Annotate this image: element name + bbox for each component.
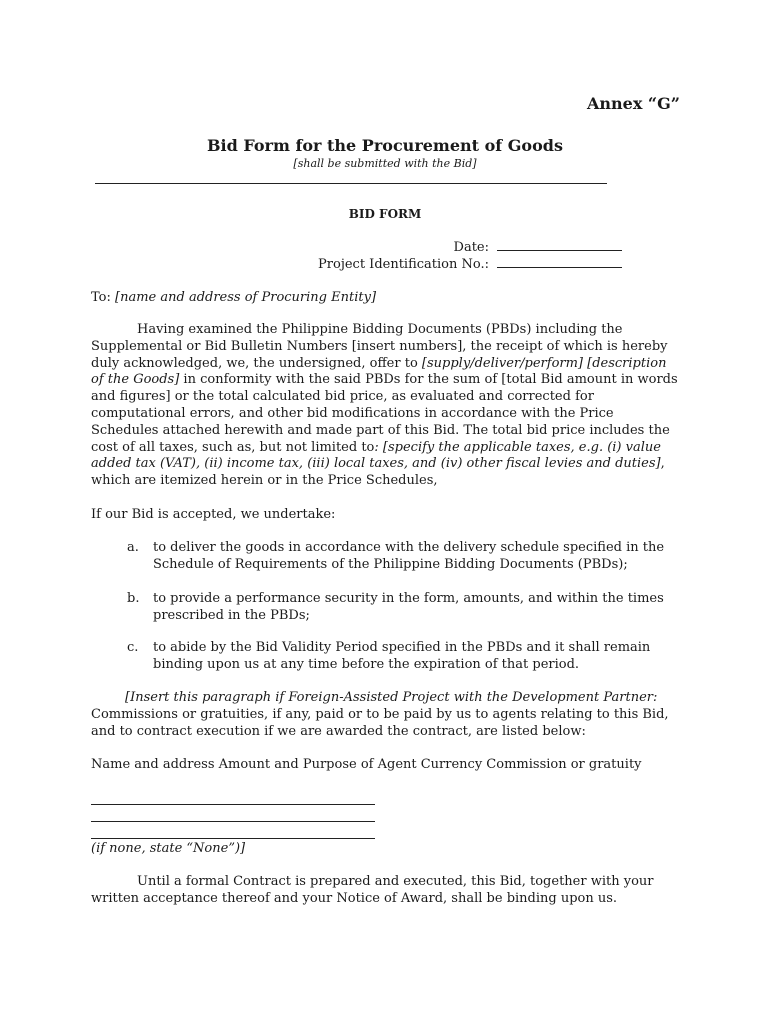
list-marker: b. bbox=[127, 591, 140, 606]
title-divider bbox=[95, 183, 607, 184]
list-item bbox=[127, 540, 683, 574]
list-text: to provide a performance security in the form, amounts, and within the times prescribed in the PBDs; bbox=[153, 591, 664, 623]
insert-paragraph bbox=[91, 690, 683, 740]
if-none-note: (if none, state “None”)] bbox=[91, 841, 246, 856]
list-marker: a. bbox=[127, 540, 139, 555]
insert-instruction: [Insert this paragraph if Foreign-Assisted Project with the Development Partner: bbox=[125, 690, 658, 705]
to-label: To: bbox=[91, 290, 111, 305]
undertake-text: If our Bid is accepted, we undertake: bbox=[91, 507, 336, 522]
list-marker: c. bbox=[127, 640, 139, 655]
offer-paragraph bbox=[91, 322, 683, 490]
document-subtitle: [shall be submitted with the Bid] bbox=[293, 157, 477, 170]
form-heading: BID FORM bbox=[348, 207, 422, 221]
annex-label: Annex “G” bbox=[586, 94, 680, 113]
list-item bbox=[127, 640, 683, 674]
agent-entry-line bbox=[91, 804, 375, 805]
document-title: Bid Form for the Procurement of Goods bbox=[207, 136, 563, 155]
list-text: to abide by the Bid Validity Period specified in the PBDs and it shall remain binding upon us at any time before the expiration of that period. bbox=[153, 640, 651, 672]
date-row bbox=[454, 239, 622, 255]
date-blank bbox=[497, 239, 622, 251]
offer-text-italic-1: [supply/deliver/perform] [description of the Goods] bbox=[91, 355, 667, 388]
addressee bbox=[91, 290, 683, 307]
to-value: [name and address of Procuring Entity] bbox=[115, 290, 377, 305]
closing-text: Until a formal Contract is prepared and executed, this Bid, together with your written acceptance thereof and your Notice of Award, shall be binding upon us. bbox=[91, 874, 654, 906]
closing-paragraph bbox=[91, 874, 683, 908]
list-item bbox=[127, 591, 683, 625]
insert-text: Commissions or gratuities, if any, paid or to be paid by us to agents relating to this Bid, and to contract execution if we are awarded the contract, are listed below: bbox=[91, 706, 669, 739]
agent-entry-line bbox=[91, 821, 375, 822]
offer-text-2: in conformity with the said PBDs for the sum of [total Bid amount in words and figures] or the total calculated bid price, as evaluated and corrected for computational errors, and other bid modifications in accordance with the Price Schedules attached herewith and made part of this Bid. The total bid price includes the cost of all taxes, such as, but not limited to bbox=[91, 372, 678, 455]
offer-text-1: Having examined the Philippine Bidding Documents (PBDs) including the Supplemental or Bid Bulletin Numbers [insert numbers], the receipt of which is hereby duly acknowledged, we, the undersigned, offer to bbox=[91, 322, 668, 371]
agent-table-header: Name and address Amount and Purpose of Agent Currency Commission or gratuity bbox=[91, 757, 642, 772]
list-text: to deliver the goods in accordance with the delivery schedule specified in the Schedule of Requirements of the Philippine Bidding Documents (PBDs); bbox=[153, 540, 665, 572]
offer-text-italic-2: : [specify the applicable taxes, e.g. (i) value added tax (VAT), (ii) income tax, (iii) local taxes, and (iv) other fiscal levies and duties] bbox=[91, 439, 661, 472]
project-id-blank bbox=[497, 256, 622, 268]
date-label: Date: bbox=[453, 240, 489, 255]
project-id-label: Project Identification No.: bbox=[318, 257, 489, 272]
offer-text-3: , which are itemized herein or in the Price Schedules, bbox=[91, 456, 665, 489]
agent-entry-line bbox=[91, 838, 375, 839]
project-id-row bbox=[318, 256, 622, 272]
